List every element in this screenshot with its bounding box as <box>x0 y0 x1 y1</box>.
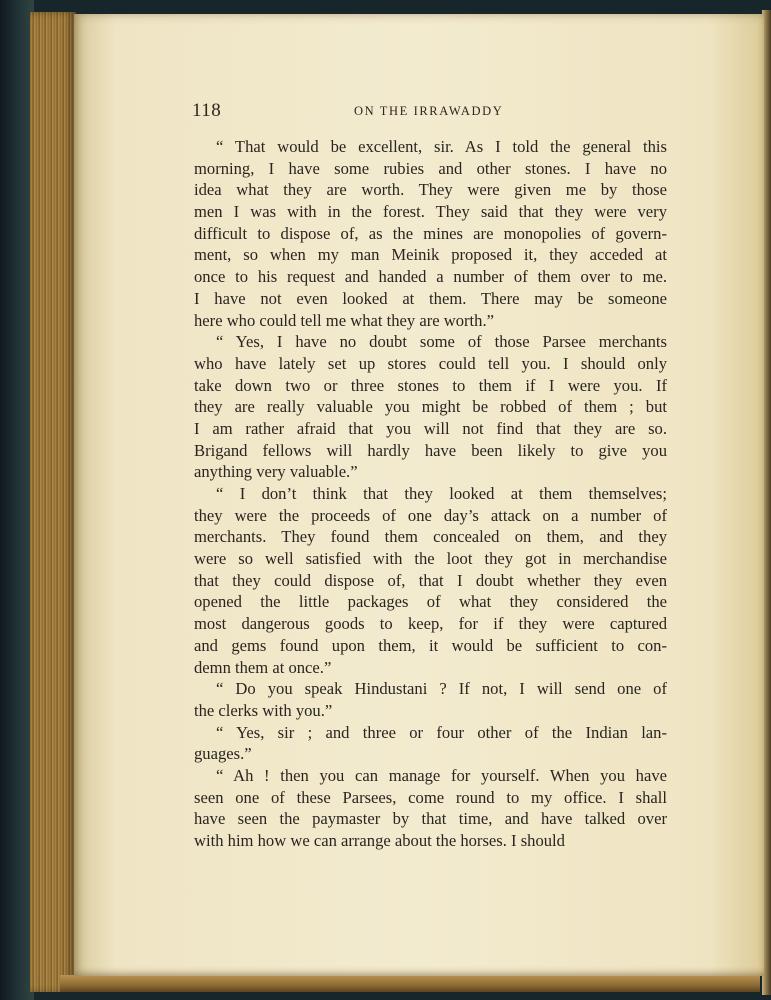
paragraph-line: here who could tell me what they are worth.” <box>194 310 494 330</box>
paragraph-line: once to his request and handed a number of them over to me. <box>194 267 667 287</box>
paragraph-line: idea what they are worth. They were given me by those <box>194 180 667 200</box>
paragraph-line: and gems found upon them, it would be sufficient to con- <box>194 635 667 655</box>
paragraph-line: I am rather afraid that you will not find that they are so. <box>194 418 667 438</box>
paragraph-line: demn them at once.” <box>194 657 332 677</box>
paragraph-line: have seen the paymaster by that time, and have talked over <box>194 809 667 829</box>
page-edges-bottom <box>60 975 760 992</box>
paragraph-line: that they could dispose of, that I doubt whether they even <box>194 570 667 590</box>
paragraph-line: guages.” <box>194 744 252 764</box>
paragraph-line: they are really valuable you might be robbed of them ; but <box>194 397 667 417</box>
paragraph-line: merchants. They found them concealed on them, and they <box>194 527 667 547</box>
paragraph-line: ment, so when my man Meinik proposed it, they acceded at <box>194 245 667 265</box>
paragraph-line: seen one of these Parsees, come round to my office. I shall <box>194 787 667 807</box>
paragraph-line: they were the proceeds of one day’s attack on a number of <box>194 505 667 525</box>
paragraph-line: anything very valuable.” <box>194 462 358 482</box>
page-number: 118 <box>192 100 222 121</box>
paragraph-first-line: “ Yes, I have no doubt some of those Parsee merchants <box>216 332 667 352</box>
paragraph-first-line: “ Yes, sir ; and three or four other of the Indian lan- <box>216 722 667 742</box>
body-text <box>194 136 667 852</box>
paragraph-line: the clerks with you.” <box>194 700 333 720</box>
paragraph-line: opened the little packages of what they considered the <box>194 592 667 612</box>
paragraph-first-line: “ Ah ! then you can manage for yourself. When you have <box>216 765 667 785</box>
paragraph-line: who have lately set up stores could tell you. I should only <box>194 353 667 373</box>
paragraph-line: difficult to dispose of, as the mines are monopolies of govern- <box>194 223 667 243</box>
page-edges-left <box>30 12 76 992</box>
book-spine <box>0 0 34 1000</box>
page-header <box>192 100 667 124</box>
paragraph-line: Brigand fellows will hardly have been likely to give you <box>194 440 667 460</box>
paragraph-line: with him how we can arrange about the horses. I should <box>194 831 565 850</box>
paragraph-line: I have not even looked at them. There may be someone <box>194 288 667 308</box>
paragraph-first-line: “ I don’t think that they looked at them themselves; <box>216 484 667 503</box>
paragraph-first-line: “ That would be excellent, sir. As I told the general this <box>216 137 667 156</box>
paragraph-line: were so well satisfied with the loot they got in merchandise <box>194 549 667 569</box>
paragraph-first-line: “ Do you speak Hindustani ? If not, I will send one of <box>216 679 667 699</box>
paragraph-line: most dangerous goods to keep, for if they were captured <box>194 614 667 634</box>
paragraph-line: morning, I have some rubies and other stones. I have no <box>194 158 667 178</box>
running-head: ON THE IRRAWADDY <box>354 104 504 118</box>
paragraph-line: men I was with in the forest. They said that they were very <box>194 202 667 222</box>
paragraph-line: take down two or three stones to them if I were you. If <box>194 375 667 395</box>
